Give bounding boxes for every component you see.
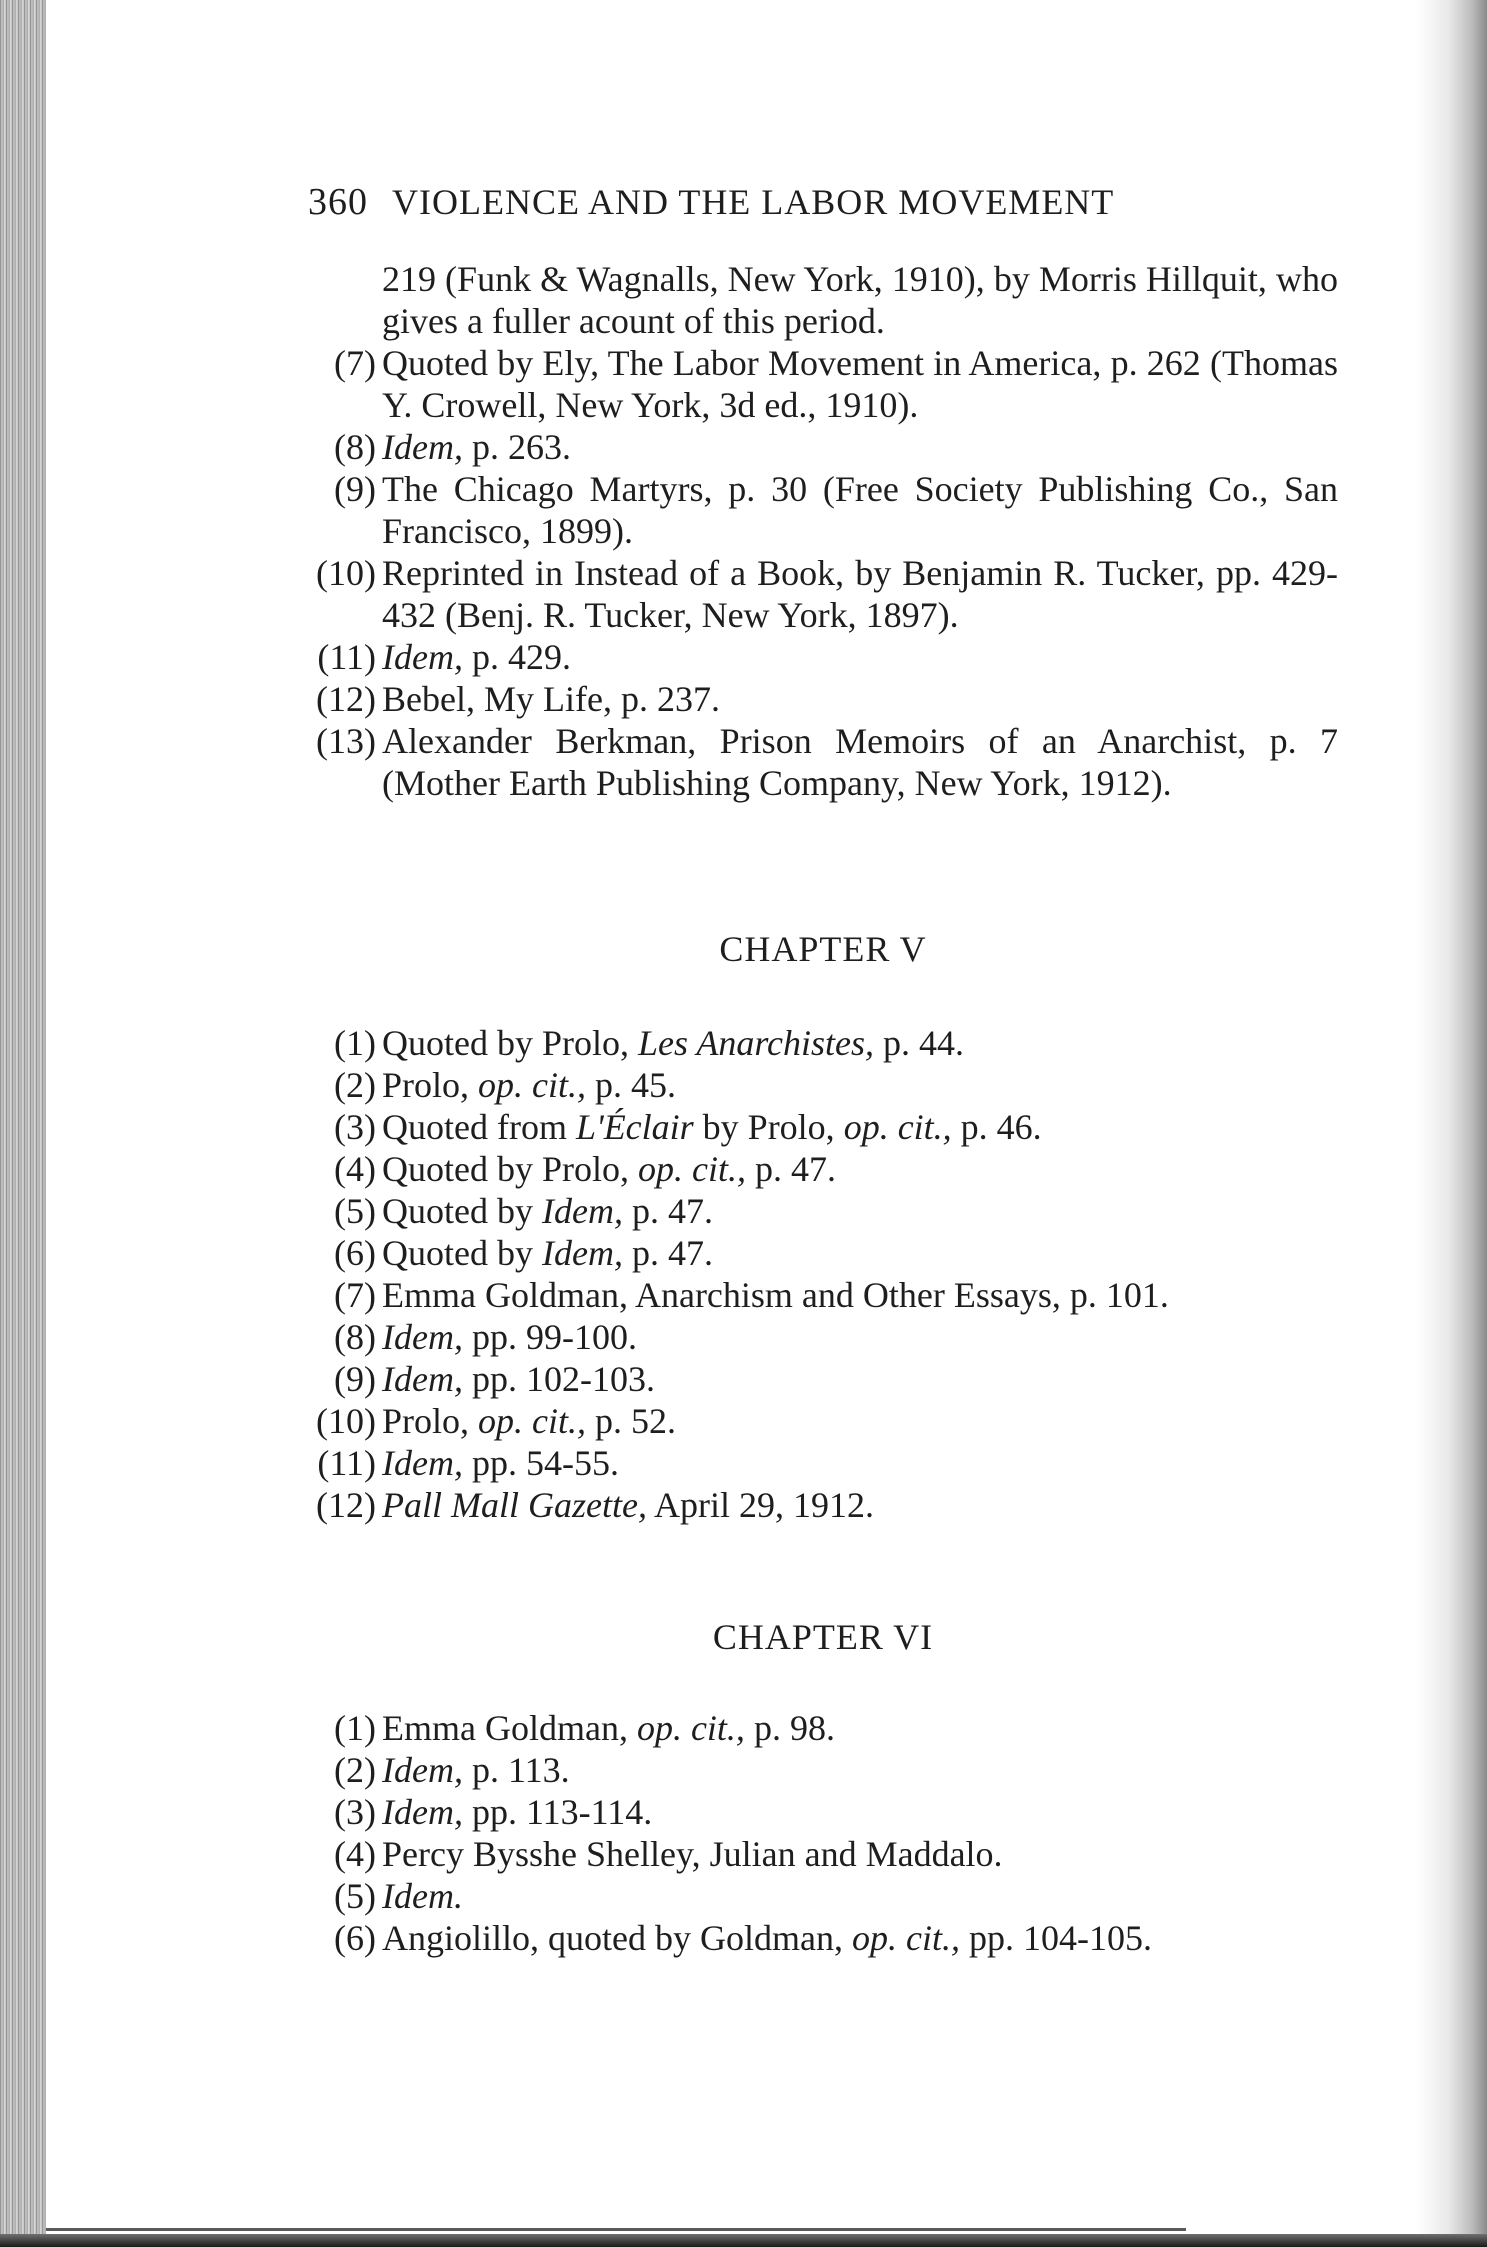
footnote: [308, 552, 1338, 636]
footnote-number: (6): [334, 1233, 376, 1273]
bottom-rule: [46, 2228, 1186, 2231]
continued-notes-list: [308, 258, 1338, 804]
footnote-italic-text: Idem,: [382, 1443, 463, 1483]
footnote-number: (10): [316, 1401, 376, 1441]
footnote-number: (4): [334, 1149, 376, 1189]
footnote-text: Prolo,: [382, 1401, 479, 1441]
footnote: [308, 1106, 1338, 1148]
footnote-number: (8): [334, 1317, 376, 1357]
footnote-number: (2): [334, 1750, 376, 1790]
footnote-text: Angiolillo, quoted by Goldman,: [382, 1918, 852, 1958]
footnote: [308, 1707, 1338, 1749]
footnote-number: (3): [334, 1107, 376, 1147]
footnote-number: (11): [317, 1443, 376, 1483]
footnote: [308, 468, 1338, 552]
footnote-number: (3): [334, 1792, 376, 1832]
footnote-text: p. 113.: [462, 1750, 570, 1790]
footnote: [308, 1316, 1338, 1358]
footnote: [308, 1484, 1338, 1526]
footnote-text: Reprinted in Instead of a Book, by Benjamin R. Tucker, pp. 429-432 (Benj. R. Tucker, New York, 1897).: [382, 553, 1338, 635]
footnote: [308, 342, 1338, 426]
footnote: [308, 720, 1338, 804]
footnote-italic-text: Idem,: [382, 637, 463, 677]
footnote-italic-text: Idem,: [382, 1317, 463, 1357]
running-title: VIOLENCE AND THE LABOR MOVEMENT: [392, 182, 1115, 222]
footnote-number: (6): [334, 1918, 376, 1958]
chapter-v-heading: CHAPTER V: [719, 929, 927, 969]
footnote-number: (4): [334, 1834, 376, 1874]
footnote-text: p. 46.: [951, 1107, 1042, 1147]
footnote-text: pp. 99-100.: [462, 1317, 637, 1357]
footnote-italic-text: op. cit.,: [478, 1065, 586, 1105]
footnote-text: pp. 104-105.: [959, 1918, 1152, 1958]
footnote-number: (1): [334, 1708, 376, 1748]
footnote-number: (8): [334, 427, 376, 467]
footnote: [308, 678, 1338, 720]
footnote-text: Quoted by: [382, 1191, 542, 1231]
footnote-text: The Chicago Martyrs, p. 30 (Free Society Publishing Co., San Francisco, 1899).: [382, 469, 1338, 551]
footnote-text: 219 (Funk & Wagnalls, New York, 1910), by Morris Hillquit, who gives a fuller acount of this period.: [382, 259, 1338, 341]
footnote-text: p. 263.: [462, 427, 571, 467]
footnote-italic-text: op. cit.,: [636, 1708, 745, 1748]
footnote-text: Prolo,: [382, 1065, 479, 1105]
footnote: [308, 1749, 1338, 1791]
chapter-vi-heading: CHAPTER VI: [712, 1617, 934, 1657]
footnote-italic-text: L'Éclair: [575, 1107, 694, 1147]
footnote-text: Bebel, My Life, p. 237.: [382, 679, 720, 719]
footnote: [308, 1274, 1338, 1316]
footnote-text: p. 44.: [874, 1023, 965, 1063]
footnote-number: (5): [334, 1876, 376, 1916]
footnote: [308, 1232, 1338, 1274]
footnote-italic-text: Idem,: [541, 1233, 623, 1273]
footnote-text: pp. 54-55.: [462, 1443, 619, 1483]
footnote-text: Quoted by Prolo,: [382, 1023, 638, 1063]
chapter-v-notes-list: [308, 1022, 1338, 1526]
footnote: [308, 1875, 1338, 1917]
footnote-number: (1): [334, 1023, 376, 1063]
footnote-number: (9): [334, 469, 376, 509]
page-right-edge-shadow: [1417, 0, 1487, 2247]
footnote-number: (2): [334, 1065, 376, 1105]
footnote-text: by Prolo,: [693, 1107, 844, 1147]
footnote-text: pp. 113-114.: [462, 1792, 653, 1832]
footnote-number: (5): [334, 1191, 376, 1231]
footnote-italic-text: Les Anarchistes,: [638, 1023, 875, 1063]
footnote-text: April 29, 1912.: [646, 1485, 874, 1525]
footnote-text: Emma Goldman, Anarchism and Other Essays, p. 101.: [382, 1275, 1169, 1315]
footnote-text: p. 47.: [622, 1191, 713, 1231]
footnote-italic-text: Idem.: [382, 1876, 463, 1916]
footnote: [308, 1064, 1338, 1106]
page-left-edge: [0, 0, 46, 2247]
footnote-italic-text: Idem,: [541, 1191, 623, 1231]
footnote-number: (7): [334, 343, 376, 383]
chapter-vi-notes-list: [308, 1707, 1338, 1959]
footnote-text: Quoted by Ely, The Labor Movement in America, p. 262 (Thomas Y. Crowell, New York, 3d ed., 1910).: [382, 343, 1338, 425]
footnote-text: p. 45.: [586, 1065, 676, 1105]
footnote: [308, 258, 1338, 342]
footnote: [308, 1148, 1338, 1190]
footnote-italic-text: op. cit.,: [851, 1918, 960, 1958]
footnote-italic-text: Idem,: [382, 1792, 463, 1832]
footnote-text: Quoted by Prolo,: [382, 1149, 638, 1189]
footnote-number: (7): [334, 1275, 376, 1315]
footnote: [308, 1400, 1338, 1442]
footnote-italic-text: Idem,: [382, 1750, 463, 1790]
page-bottom-edge: [0, 2234, 1487, 2247]
footnote-text: pp. 102-103.: [462, 1359, 655, 1399]
footnote-text: p. 98.: [744, 1708, 835, 1748]
footnote: [308, 1442, 1338, 1484]
footnote-italic-text: Idem,: [382, 427, 463, 467]
footnote-number: (13): [316, 721, 376, 761]
footnote: [308, 426, 1338, 468]
footnote: [308, 636, 1338, 678]
footnote: [308, 1358, 1338, 1400]
footnote-text: p. 52.: [586, 1401, 676, 1441]
footnote-italic-text: Pall Mall Gazette,: [382, 1485, 647, 1525]
footnote: [308, 1833, 1338, 1875]
footnote-text: Percy Bysshe Shelley, Julian and Maddalo.: [382, 1834, 1003, 1874]
footnote: [308, 1917, 1338, 1959]
footnote-italic-text: op. cit.,: [843, 1107, 952, 1147]
footnote-text: p. 47.: [745, 1149, 836, 1189]
running-header: [308, 180, 1318, 224]
footnote-text: Emma Goldman,: [382, 1708, 637, 1748]
footnote: [308, 1791, 1338, 1833]
footnote: [308, 1022, 1338, 1064]
page-number: 360: [308, 181, 368, 223]
footnote-number: (9): [334, 1359, 376, 1399]
footnote-number: (10): [316, 553, 376, 593]
footnote-text: Quoted by: [382, 1233, 542, 1273]
footnote-number: (11): [317, 637, 376, 677]
footnote-italic-text: op. cit.,: [638, 1149, 746, 1189]
footnote-number: (12): [316, 1485, 376, 1525]
footnote-number: (12): [316, 679, 376, 719]
footnote-italic-text: Idem,: [382, 1359, 463, 1399]
footnote-text: Quoted from: [382, 1107, 576, 1147]
footnote-text: Alexander Berkman, Prison Memoirs of an Anarchist, p. 7 (Mother Earth Publishing Company, New York, 1912).: [382, 721, 1338, 803]
footnote-italic-text: op. cit.,: [478, 1401, 586, 1441]
footnote-text: p. 429.: [462, 637, 571, 677]
footnote: [308, 1190, 1338, 1232]
footnote-text: p. 47.: [622, 1233, 713, 1273]
